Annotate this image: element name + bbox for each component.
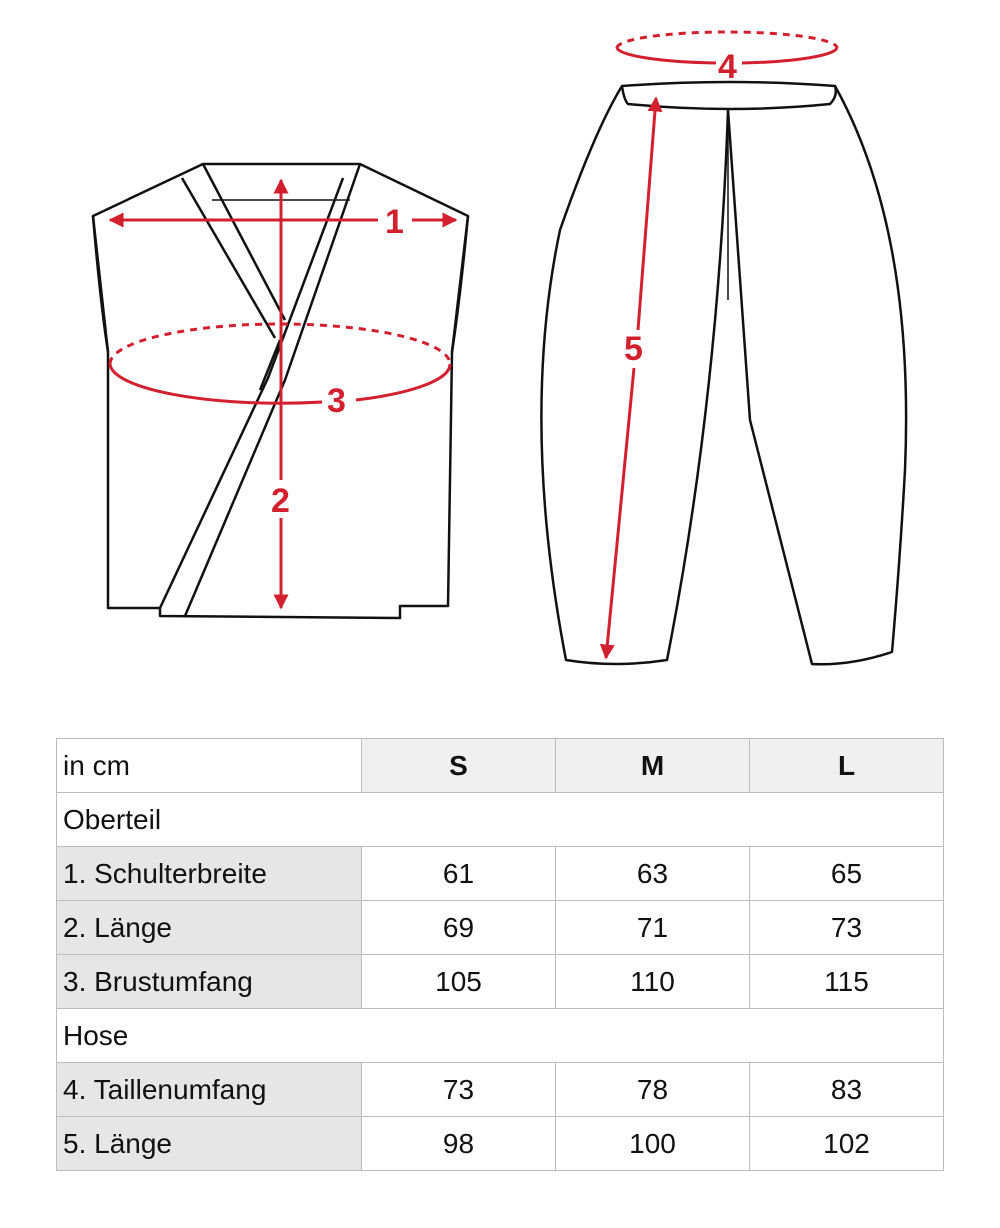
table-row — [57, 1117, 944, 1171]
row-label: 5. Länge — [57, 1117, 362, 1171]
pants-drawing — [541, 82, 906, 664]
table-row — [57, 847, 944, 901]
row-label: 4. Taillenumfang — [57, 1063, 362, 1117]
measure-label-5: 5 — [624, 330, 643, 368]
measure-label-2: 2 — [271, 482, 290, 520]
cell-value: 83 — [750, 1063, 944, 1117]
cell-value: 98 — [362, 1117, 556, 1171]
cell-value: 73 — [750, 901, 944, 955]
row-label: 2. Länge — [57, 901, 362, 955]
cell-value: 115 — [750, 955, 944, 1009]
cell-value: 69 — [362, 901, 556, 955]
section-row — [57, 793, 944, 847]
cell-value: 102 — [750, 1117, 944, 1171]
measure-4-waist — [617, 32, 837, 86]
cell-value: 61 — [362, 847, 556, 901]
cell-value: 78 — [556, 1063, 750, 1117]
row-label: 3. Brustumfang — [57, 955, 362, 1009]
measure-label-3: 3 — [327, 382, 346, 420]
table-row — [57, 955, 944, 1009]
row-label: 1. Schulterbreite — [57, 847, 362, 901]
measure-label-1: 1 — [385, 203, 404, 241]
table-header-row — [57, 739, 944, 793]
size-header: S — [362, 739, 556, 793]
cell-value: 71 — [556, 901, 750, 955]
cell-value: 105 — [362, 955, 556, 1009]
measure-label-4: 4 — [718, 48, 737, 86]
size-header: M — [556, 739, 750, 793]
section-title-bottom: Hose — [57, 1009, 944, 1063]
table-row — [57, 1063, 944, 1117]
table-row — [57, 901, 944, 955]
size-table — [56, 738, 944, 1171]
section-title-top: Oberteil — [57, 793, 944, 847]
size-header: L — [750, 739, 944, 793]
cell-value: 73 — [362, 1063, 556, 1117]
cell-value: 63 — [556, 847, 750, 901]
cell-value: 65 — [750, 847, 944, 901]
section-row — [57, 1009, 944, 1063]
unit-label: in cm — [57, 739, 362, 793]
cell-value: 100 — [556, 1117, 750, 1171]
cell-value: 110 — [556, 955, 750, 1009]
